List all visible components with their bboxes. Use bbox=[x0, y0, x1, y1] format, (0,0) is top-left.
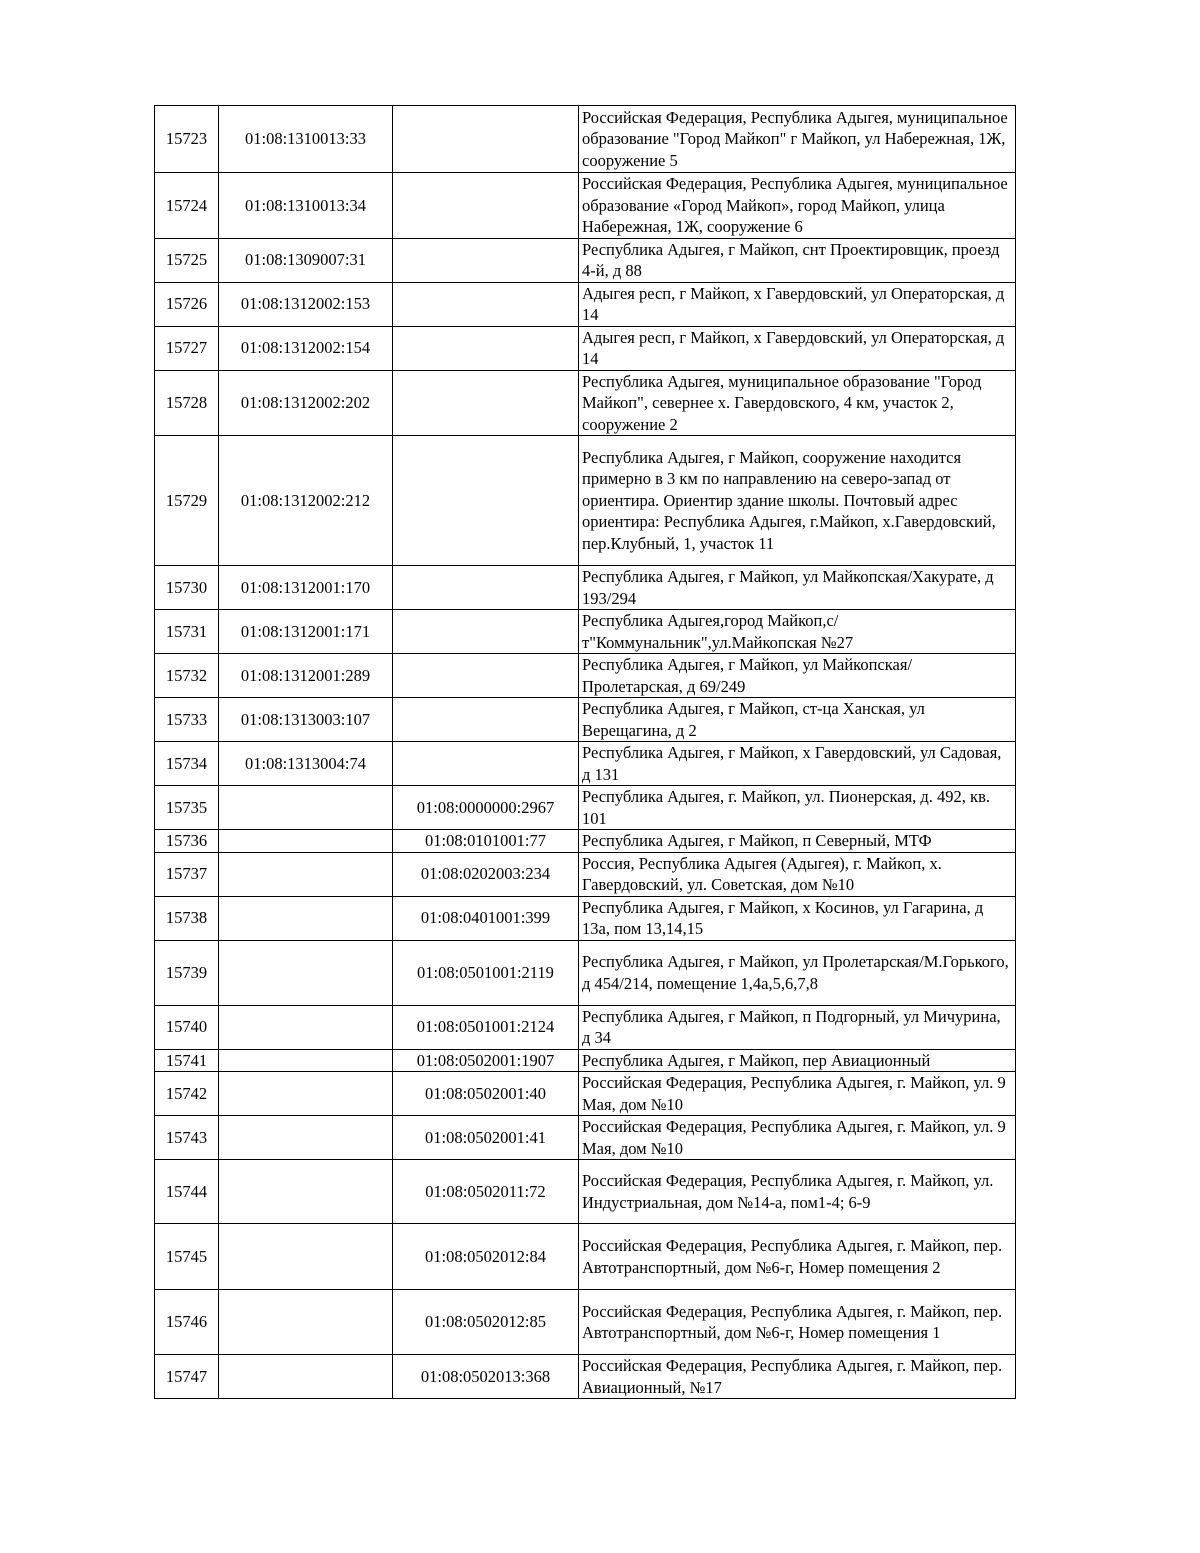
table-row bbox=[155, 173, 1016, 239]
address-cell: Республика Адыгея, г Майкоп, сооружение находится примерно в 3 км по направлению на северо-запад от ориентира. Ориентир здание школы. Почтовый адрес ориентира: Республика Адыгея, г.Майкоп, х.Гавердовский, пер.Клубный, 1, участок 11 bbox=[579, 436, 1016, 566]
address-cell: Республика Адыгея, г Майкоп, п Подгорный, ул Мичурина, д 34 bbox=[579, 1005, 1016, 1049]
related-cadastral-number-cell bbox=[393, 173, 579, 239]
address-cell: Адыгея респ, г Майкоп, х Гавердовский, ул Операторская, д 14 bbox=[579, 326, 1016, 370]
address-cell: Российская Федерация, Республика Адыгея, г. Майкоп, пер. Автотранспортный, дом №6-г, Номер помещения 2 bbox=[579, 1224, 1016, 1290]
row-number-cell: 15731 bbox=[155, 610, 219, 654]
row-number-cell: 15729 bbox=[155, 436, 219, 566]
table-row bbox=[155, 610, 1016, 654]
address-cell: Республика Адыгея, г Майкоп, ул Пролетарская/М.Горького, д 454/214, помещение 1,4а,5,6,7,8 bbox=[579, 940, 1016, 1005]
table-row bbox=[155, 1005, 1016, 1049]
address-cell: Республика Адыгея, г Майкоп, пер Авиационный bbox=[579, 1049, 1016, 1072]
cadastral-number-cell bbox=[219, 1049, 393, 1072]
row-number-cell: 15728 bbox=[155, 370, 219, 436]
cadastral-number-cell bbox=[219, 852, 393, 896]
related-cadastral-number-cell bbox=[393, 106, 579, 173]
related-cadastral-number-cell bbox=[393, 742, 579, 786]
table-row bbox=[155, 238, 1016, 282]
cadastral-number-cell: 01:08:1312002:202 bbox=[219, 370, 393, 436]
row-number-cell: 15735 bbox=[155, 786, 219, 830]
cadastral-number-cell bbox=[219, 786, 393, 830]
cadastral-number-cell: 01:08:1312001:171 bbox=[219, 610, 393, 654]
row-number-cell: 15723 bbox=[155, 106, 219, 173]
row-number-cell: 15746 bbox=[155, 1290, 219, 1355]
address-cell: Российская Федерация, Республика Адыгея, г. Майкоп, пер. Автотранспортный, дом №6-г, Номер помещения 1 bbox=[579, 1290, 1016, 1355]
row-number-cell: 15738 bbox=[155, 896, 219, 940]
related-cadastral-number-cell bbox=[393, 238, 579, 282]
table-row bbox=[155, 1072, 1016, 1116]
table-row bbox=[155, 698, 1016, 742]
related-cadastral-number-cell bbox=[393, 566, 579, 610]
address-cell: Республика Адыгея, г Майкоп, х Гавердовский, ул Садовая, д 131 bbox=[579, 742, 1016, 786]
table-row bbox=[155, 106, 1016, 173]
address-cell: Россия, Республика Адыгея (Адыгея), г. Майкоп, х. Гавердовский, ул. Советская, дом №10 bbox=[579, 852, 1016, 896]
related-cadastral-number-cell: 01:08:0502013:368 bbox=[393, 1355, 579, 1399]
row-number-cell: 15737 bbox=[155, 852, 219, 896]
row-number-cell: 15726 bbox=[155, 282, 219, 326]
related-cadastral-number-cell bbox=[393, 654, 579, 698]
table-row bbox=[155, 436, 1016, 566]
cadastral-number-cell bbox=[219, 1072, 393, 1116]
table-row bbox=[155, 786, 1016, 830]
related-cadastral-number-cell: 01:08:0501001:2124 bbox=[393, 1005, 579, 1049]
table-row bbox=[155, 1049, 1016, 1072]
row-number-cell: 15736 bbox=[155, 830, 219, 853]
address-cell: Российская Федерация, Республика Адыгея, муниципальное образование "Город Майкоп" г Майкоп, ул Набережная, 1Ж, сооружение 5 bbox=[579, 106, 1016, 173]
cadastral-number-cell bbox=[219, 1290, 393, 1355]
cadastral-number-cell bbox=[219, 830, 393, 853]
cadastral-number-cell: 01:08:1312001:170 bbox=[219, 566, 393, 610]
address-cell: Республика Адыгея, г Майкоп, п Северный, МТФ bbox=[579, 830, 1016, 853]
related-cadastral-number-cell: 01:08:0502001:41 bbox=[393, 1116, 579, 1160]
row-number-cell: 15724 bbox=[155, 173, 219, 239]
cadastral-number-cell: 01:08:1310013:34 bbox=[219, 173, 393, 239]
table-row bbox=[155, 1355, 1016, 1399]
related-cadastral-number-cell bbox=[393, 610, 579, 654]
row-number-cell: 15739 bbox=[155, 940, 219, 1005]
related-cadastral-number-cell: 01:08:0502011:72 bbox=[393, 1160, 579, 1224]
address-cell: Республика Адыгея, г Майкоп, ст-ца Ханская, ул Верещагина, д 2 bbox=[579, 698, 1016, 742]
table-row bbox=[155, 852, 1016, 896]
table-row bbox=[155, 1290, 1016, 1355]
address-cell: Республика Адыгея, г. Майкоп, ул. Пионерская, д. 492, кв. 101 bbox=[579, 786, 1016, 830]
related-cadastral-number-cell: 01:08:0101001:77 bbox=[393, 830, 579, 853]
table-row bbox=[155, 566, 1016, 610]
table-row bbox=[155, 654, 1016, 698]
table-row bbox=[155, 896, 1016, 940]
row-number-cell: 15730 bbox=[155, 566, 219, 610]
address-cell: Республика Адыгея, г Майкоп, ул Майкопская/Хакурате, д 193/294 bbox=[579, 566, 1016, 610]
cadastral-number-cell: 01:08:1312002:153 bbox=[219, 282, 393, 326]
cadastral-number-cell: 01:08:1312002:154 bbox=[219, 326, 393, 370]
row-number-cell: 15732 bbox=[155, 654, 219, 698]
related-cadastral-number-cell: 01:08:0202003:234 bbox=[393, 852, 579, 896]
table-row bbox=[155, 1160, 1016, 1224]
row-number-cell: 15727 bbox=[155, 326, 219, 370]
address-cell: Российская Федерация, Республика Адыгея, г. Майкоп, ул. Индустриальная, дом №14-а, пом1-4; 6-9 bbox=[579, 1160, 1016, 1224]
cadastral-number-cell: 01:08:1313003:107 bbox=[219, 698, 393, 742]
cadastral-number-cell bbox=[219, 1116, 393, 1160]
row-number-cell: 15742 bbox=[155, 1072, 219, 1116]
cadastral-number-cell bbox=[219, 1160, 393, 1224]
table-row bbox=[155, 830, 1016, 853]
related-cadastral-number-cell bbox=[393, 698, 579, 742]
related-cadastral-number-cell: 01:08:0502012:84 bbox=[393, 1224, 579, 1290]
related-cadastral-number-cell bbox=[393, 282, 579, 326]
related-cadastral-number-cell: 01:08:0502012:85 bbox=[393, 1290, 579, 1355]
row-number-cell: 15725 bbox=[155, 238, 219, 282]
related-cadastral-number-cell bbox=[393, 436, 579, 566]
registry-table bbox=[154, 105, 1016, 1399]
address-cell: Республика Адыгея, г Майкоп, снт Проектировщик, проезд 4-й, д 88 bbox=[579, 238, 1016, 282]
address-cell: Российская Федерация, Республика Адыгея, муниципальное образование «Город Майкоп», город Майкоп, улица Набережная, 1Ж, сооружение 6 bbox=[579, 173, 1016, 239]
address-cell: Адыгея респ, г Майкоп, х Гавердовский, ул Операторская, д 14 bbox=[579, 282, 1016, 326]
cadastral-number-cell: 01:08:1312001:289 bbox=[219, 654, 393, 698]
table-row bbox=[155, 940, 1016, 1005]
cadastral-number-cell bbox=[219, 940, 393, 1005]
cadastral-number-cell bbox=[219, 1355, 393, 1399]
address-cell: Российская Федерация, Республика Адыгея, г. Майкоп, ул. 9 Мая, дом №10 bbox=[579, 1116, 1016, 1160]
address-cell: Российская Федерация, Республика Адыгея, г. Майкоп, пер. Авиационный, №17 bbox=[579, 1355, 1016, 1399]
cadastral-number-cell: 01:08:1312002:212 bbox=[219, 436, 393, 566]
table-row bbox=[155, 742, 1016, 786]
related-cadastral-number-cell: 01:08:0502001:40 bbox=[393, 1072, 579, 1116]
table-row bbox=[155, 370, 1016, 436]
row-number-cell: 15741 bbox=[155, 1049, 219, 1072]
related-cadastral-number-cell bbox=[393, 370, 579, 436]
related-cadastral-number-cell: 01:08:0502001:1907 bbox=[393, 1049, 579, 1072]
address-cell: Российская Федерация, Республика Адыгея, г. Майкоп, ул. 9 Мая, дом №10 bbox=[579, 1072, 1016, 1116]
address-cell: Республика Адыгея, муниципальное образование "Город Майкоп", севернее х. Гавердовского, 4 км, участок 2, сооружение 2 bbox=[579, 370, 1016, 436]
cadastral-number-cell: 01:08:1313004:74 bbox=[219, 742, 393, 786]
related-cadastral-number-cell bbox=[393, 326, 579, 370]
row-number-cell: 15743 bbox=[155, 1116, 219, 1160]
related-cadastral-number-cell: 01:08:0401001:399 bbox=[393, 896, 579, 940]
table-row bbox=[155, 282, 1016, 326]
address-cell: Республика Адыгея,город Майкоп,с/т"Коммунальник",ул.Майкопская №27 bbox=[579, 610, 1016, 654]
row-number-cell: 15744 bbox=[155, 1160, 219, 1224]
address-cell: Республика Адыгея, г Майкоп, ул Майкопская/Пролетарская, д 69/249 bbox=[579, 654, 1016, 698]
related-cadastral-number-cell: 01:08:0000000:2967 bbox=[393, 786, 579, 830]
cadastral-number-cell: 01:08:1309007:31 bbox=[219, 238, 393, 282]
table-row bbox=[155, 1116, 1016, 1160]
related-cadastral-number-cell: 01:08:0501001:2119 bbox=[393, 940, 579, 1005]
row-number-cell: 15747 bbox=[155, 1355, 219, 1399]
cadastral-number-cell: 01:08:1310013:33 bbox=[219, 106, 393, 173]
row-number-cell: 15733 bbox=[155, 698, 219, 742]
cadastral-number-cell bbox=[219, 1224, 393, 1290]
cadastral-number-cell bbox=[219, 1005, 393, 1049]
row-number-cell: 15745 bbox=[155, 1224, 219, 1290]
row-number-cell: 15740 bbox=[155, 1005, 219, 1049]
address-cell: Республика Адыгея, г Майкоп, х Косинов, ул Гагарина, д 13а, пом 13,14,15 bbox=[579, 896, 1016, 940]
cadastral-number-cell bbox=[219, 896, 393, 940]
registry-body bbox=[155, 106, 1016, 1399]
table-row bbox=[155, 326, 1016, 370]
row-number-cell: 15734 bbox=[155, 742, 219, 786]
table-row bbox=[155, 1224, 1016, 1290]
